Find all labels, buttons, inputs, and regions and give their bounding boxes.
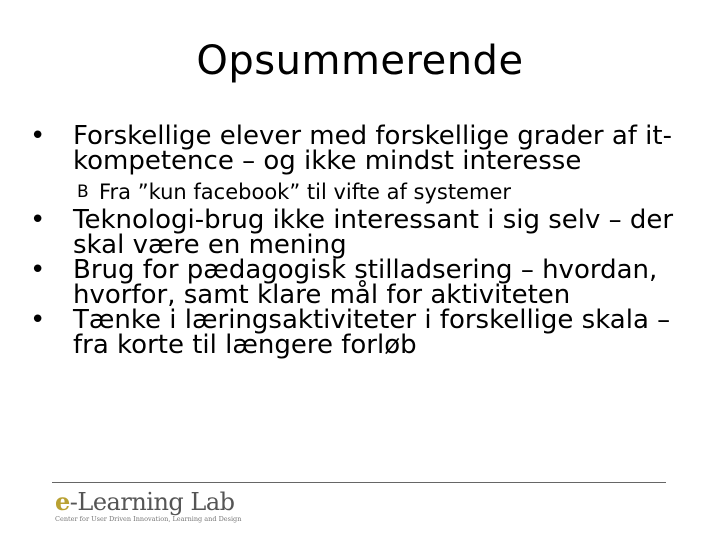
bullet-item <box>28 205 708 260</box>
elearning-lab-logo <box>55 488 241 523</box>
bullet-item <box>28 121 708 176</box>
sub-bullet-text: Fra ”kun facebook” til vifte af systemer <box>99 180 511 204</box>
bullet-text: Teknologi-brug ikke interessant i sig selv – der skal være en mening <box>73 205 674 260</box>
logo-tagline: Center for User Driven Innovation, Learning and Design <box>55 515 242 523</box>
footer-divider <box>52 482 666 483</box>
bullet-icon: • <box>30 305 46 335</box>
logo-name-text: -Learning Lab <box>69 488 235 516</box>
bullet-icon: • <box>30 121 46 151</box>
slide-title: Opsummerende <box>196 38 524 84</box>
bullet-icon: • <box>30 255 46 285</box>
bullet-item <box>28 255 708 310</box>
bullet-b-icon: B <box>77 182 89 202</box>
logo-wordmark <box>55 488 241 516</box>
bullet-icon: • <box>30 205 46 235</box>
bullet-text: Forskellige elever med forskellige grader af it-kompetence – og ikke mindst interesse <box>73 121 672 176</box>
bullet-text: Tænke i læringsaktiviteter i forskellige skala – fra korte til længere forløb <box>73 305 671 360</box>
bullet-item <box>28 305 708 360</box>
bullet-text: Brug for pædagogisk stilladsering – hvordan, hvorfor, samt klare mål for aktiviteten <box>73 255 658 310</box>
bullet-list <box>28 121 708 360</box>
logo-e-mark: e <box>55 487 70 516</box>
sub-bullet-item <box>77 180 708 204</box>
